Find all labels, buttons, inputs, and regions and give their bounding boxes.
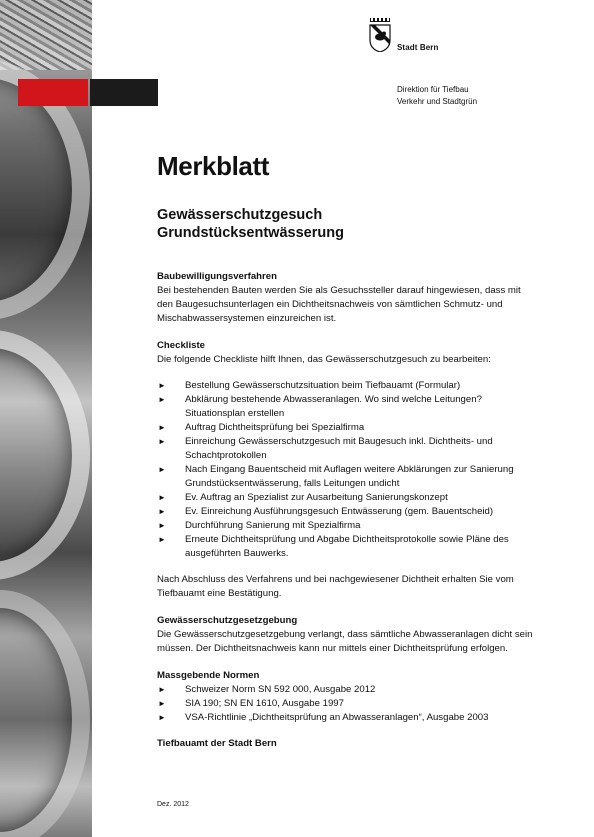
section-heading-norms: Massgebende Normen — [157, 670, 260, 681]
directorate-line: Verkehr und Stadtgrün — [397, 97, 478, 106]
checklist-item — [157, 379, 537, 393]
accent-bar-red — [18, 79, 88, 106]
checklist-item-text: Ev. Einreichung Ausführungsgesuch Entwässerung (gem. Bauentscheid) — [185, 506, 494, 517]
checklist-item — [157, 533, 537, 561]
section-heading-checklist: Checkliste — [157, 340, 205, 351]
section-text-legislation: Die Gewässerschutzgesetzgebung verlangt, dass sämtliche Abwasseranlagen dicht sein müssen. Der Dichtheitsnachweis kann nur mittels einer Dichtheitsprüfung erfolgen. — [157, 629, 533, 654]
checklist-item-text: Bestellung Gewässerschutzsituation beim Tiefbauamt (Formular) — [185, 380, 461, 391]
norms-item — [157, 711, 537, 725]
checklist-item — [157, 505, 537, 519]
checklist-item — [157, 393, 537, 421]
directorate-name — [397, 84, 477, 108]
subtitle-line: Gewässerschutzgesuch — [157, 207, 323, 223]
directorate-line: Direktion für Tiefbau — [397, 85, 469, 94]
checklist-item-text: Durchführung Sanierung mit Spezialfirma — [185, 520, 361, 531]
norms-item-text: VSA-Richtlinie „Dichtheitsprüfung an Abwasseranlagen“, Ausgabe 2003 — [185, 712, 489, 723]
bullet-arrow-icon: ► — [158, 423, 166, 432]
main-content — [157, 270, 537, 751]
checklist — [157, 379, 537, 561]
bullet-arrow-icon: ► — [158, 535, 166, 544]
photo-rubble-detail — [0, 0, 92, 70]
checklist-item — [157, 491, 537, 505]
checklist-item-text: Erneute Dichtheitsprüfung und Abgabe Dichtheitsprotokolle sowie Pläne des ausgeführten Bauwerks. — [185, 534, 509, 559]
footer-organisation: Tiefbauamt der Stadt Bern — [157, 738, 277, 749]
norms-item-text: Schweizer Norm SN 592 000, Ausgabe 2012 — [185, 684, 376, 695]
checklist-item — [157, 519, 537, 533]
checklist-item — [157, 421, 537, 435]
checklist-closing: Nach Abschluss des Verfahrens und bei nachgewiesener Dichtheit erhalten Sie vom Tiefbauamt eine Bestätigung. — [157, 574, 514, 599]
norms-item — [157, 697, 537, 711]
bullet-arrow-icon: ► — [158, 507, 166, 516]
bullet-arrow-icon: ► — [158, 465, 166, 474]
checklist-item-text: Abklärung bestehende Abwasseranlagen. Wo sind welche Leitungen? Situationsplan erstellen — [185, 394, 482, 419]
logo-wordmark: Stadt Bern — [397, 43, 439, 52]
section-heading-legislation: Gewässerschutzgesetzgebung — [157, 615, 298, 626]
bullet-arrow-icon: ► — [158, 521, 166, 530]
bullet-arrow-icon: ► — [158, 699, 166, 708]
bullet-arrow-icon: ► — [158, 437, 166, 446]
norms-item-text: SIA 190; SN EN 1610, Ausgabe 1997 — [185, 698, 344, 709]
bullet-arrow-icon: ► — [158, 493, 166, 502]
section-heading-permit: Baubewilligungsverfahren — [157, 271, 277, 282]
checklist-intro: Die folgende Checkliste hilft Ihnen, das Gewässerschutzgesuch zu bearbeiten: — [157, 354, 491, 365]
page-subtitle — [157, 206, 344, 242]
checklist-item — [157, 435, 537, 463]
checklist-item-text: Nach Eingang Bauentscheid mit Auflagen weitere Abklärungen zur Sanierung Grundstücksentwässerung, falls Leitungen undicht — [185, 464, 514, 489]
norms-item — [157, 683, 537, 697]
cover-photo-pipes — [0, 0, 92, 837]
checklist-item-text: Auftrag Dichtheitsprüfung bei Spezialfirma — [185, 422, 365, 433]
photo-pipe-lower — [0, 590, 90, 837]
photo-pipe-middle — [0, 330, 90, 580]
norms-list — [157, 683, 537, 725]
bern-coat-of-arms-icon — [369, 18, 391, 52]
section-text-permit: Bei bestehenden Bauten werden Sie als Gesuchssteller darauf hingewiesen, dass mit den Baugesuchsunterlagen ein Dichtheitsnachweis von sämtlichen Schmutz- und Mischabwassersystemen einzureichen ist. — [157, 285, 521, 324]
checklist-item-text: Ev. Auftrag an Spezialist zur Ausarbeitung Sanierungskonzept — [185, 492, 448, 503]
bullet-arrow-icon: ► — [158, 395, 166, 404]
bullet-arrow-icon: ► — [158, 685, 166, 694]
bullet-arrow-icon: ► — [158, 713, 166, 722]
checklist-item-text: Einreichung Gewässerschutzgesuch mit Baugesuch inkl. Dichtheits- und Schachtprotokollen — [185, 436, 493, 461]
document-date: Dez. 2012 — [157, 801, 189, 808]
checklist-item — [157, 463, 537, 491]
accent-bar-black — [90, 79, 158, 106]
bullet-arrow-icon: ► — [158, 381, 166, 390]
subtitle-line: Grundstücksentwässerung — [157, 225, 344, 241]
page-title: Merkblatt — [157, 151, 269, 181]
